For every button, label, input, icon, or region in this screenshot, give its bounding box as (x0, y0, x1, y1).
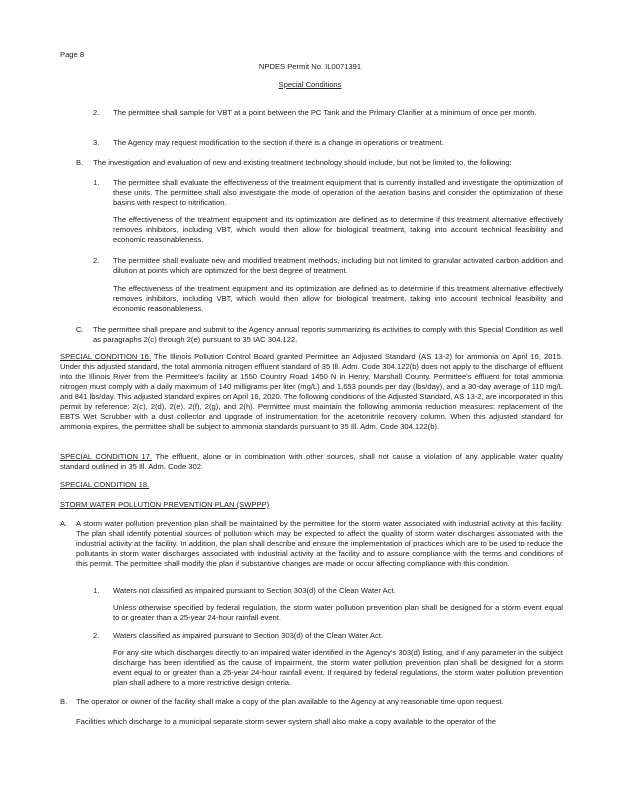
paragraph: For any site which discharges directly to an impaired water identified in the Agency's 303(d) listing, and if any parameter in the subject discharge has been identified as the cause of impairment, the storm water pollution prevention plan shall be designed for a storm event equal to or greater than a 25-year 24-hour rainfall event. If required by federal regulations, the storm water pollution prevention plan shall adhere to a more restrictive design criteria. (113, 648, 563, 687)
swppp-heading: STORM WATER POLLUTION PREVENTION PLAN (SWPPP) (60, 500, 270, 509)
item-number: 1. (93, 178, 100, 187)
item-letter: B. (76, 158, 84, 167)
special-condition-17 (60, 452, 563, 472)
paragraph: The effectiveness of the treatment equipment and its optimization are defined as to determine if this treatment alternative effectively removes inhibitors, including VBT, which would then allow for biological treatment, taking into account technical feasibility and economic reasonableness. (113, 284, 563, 313)
paragraph: Unless otherwise specified by federal regulation, the storm water pollution prevention plan shall be designed for a storm event equal to or greater than a 25-year 24-hour rainfall event. (113, 603, 563, 622)
condition-text: The effluent, alone or in combination with other sources, shall not cause a violation of any applicable water quality standard outlined in 35 Ill. Adm. Code 302. (60, 452, 563, 471)
condition-title: SPECIAL CONDITION 16. (60, 352, 151, 361)
special-condition-16 (60, 352, 563, 432)
condition-title: SPECIAL CONDITION 18. (60, 480, 150, 489)
condition-text: The Illinois Pollution Control Board granted Permittee an Adjusted Standard (AS 13-2) for ammonia on April 16, 2015. Under this adjusted standard, the total ammonia nitrogen effluent standard of 35 Ill. Adm. Code 304.122(b) does not apply to the discharge of effluent into the Illinois River from the Permittee's facility at 1550 Country Road 1450 N in Henry, Marshall County. Permittee's effluent for total ammonia nitrogen must comply with a daily maximum of 140 milligrams per liter (mg/L) and 1,653 pounds per day (lbs/day), and a 30-day average of 110 mg/L and 841 lbs/day. This adjusted standard expires on April 16, 2020. The following conditions of the Adjusted Standard, AS 13-2, are incorporated in this permit by reference: 2(c), 2(d), 2(e), 2(f), 2(g), and 2(h). Permittee must maintain the following ammonia reduction measures: replacement of the EBTS Wet Scrubber with a dust collector and upgrade of instrumentation for the acetonitrile recovery column. When this adjusted standard for ammonia expires, the permittee shall be subject to ammonia standards pursuant to 35 Ill. Adm. Code 304.122(b). (60, 352, 563, 431)
condition-title: SPECIAL CONDITION 17. (60, 452, 153, 461)
item-letter: C. (76, 325, 84, 334)
permit-number: NPDES Permit No. IL0071391 (258, 62, 362, 71)
paragraph: The permittee shall evaluate the effectiveness of the treatment equipment that is currently installed and investigate the optimization of these units. The permittee shall also investigate the mode of operation of the aeration basins and consider the optimization of these basins with respect to nitrification. (113, 178, 563, 207)
paragraph: The permittee shall prepare and submit to the Agency annual reports summarizing its activities to comply with this Special Condition as well as paragraphs 2(c) through 2(e) pursuant to 35 IAC 304.122. (93, 325, 563, 344)
item-number: 2. (93, 256, 100, 265)
paragraph: Waters classified as impaired pursuant to Section 303(d) of the Clean Water Act. (113, 631, 383, 640)
paragraph: Waters not classified as impaired pursuant to Section 303(d) of the Clean Water Act. (113, 586, 396, 595)
paragraph: The effectiveness of the treatment equipment and its optimization are defined as to determine if this treatment alternative effectively removes inhibitors, including VBT, which would then allow for biological treatment, taking into account technical feasibility and economic reasonableness. (113, 215, 563, 244)
item-number: 2. (93, 108, 100, 117)
item-number: 2. (93, 631, 100, 640)
paragraph: The Agency may request modification to the section if there is a change in operations or treatment. (113, 138, 444, 147)
paragraph: The investigation and evaluation of new and existing treatment technology should include, but not be limited to, the following: (93, 158, 512, 167)
page-label: Page 8 (60, 50, 85, 59)
paragraph: The operator or owner of the facility shall make a copy of the plan available to the Agency at any reasonable time upon request. (76, 697, 504, 706)
paragraph: The permittee shall sample for VBT at a point between the PC Tank and the Primary Clarifier at a minimum of once per month. (113, 108, 537, 117)
section-title: Special Conditions (278, 80, 342, 89)
paragraph: Facilities which discharge to a municipal separate storm sewer system shall also make a copy available to the operator of the (76, 717, 496, 726)
item-number: 1. (93, 586, 100, 595)
paragraph: A storm water pollution prevention plan shall be maintained by the permittee for the storm water associated with industrial activity at this facility. The plan shall identify potential sources of pollution which may be expected to affect the quality of storm water discharges associated with the industrial activity at the facility. In addition, the plan shall describe and ensure the implementation of practices which are to be used to reduce the pollutants in storm water discharges associated with industrial activity at the facility and to assure compliance with the terms and conditions of this permit. The permittee shall modify the plan if substantive changes are made or occur affecting compliance with this condition. (76, 519, 563, 568)
paragraph: The permittee shall evaluate new and modified treatment methods, including but not limited to granular activated carbon addition and dilution at points which are optimized for the best degree of treatment. (113, 256, 563, 275)
item-number: 3. (93, 138, 100, 147)
item-letter: A. (60, 519, 68, 528)
item-letter: B. (60, 697, 68, 706)
